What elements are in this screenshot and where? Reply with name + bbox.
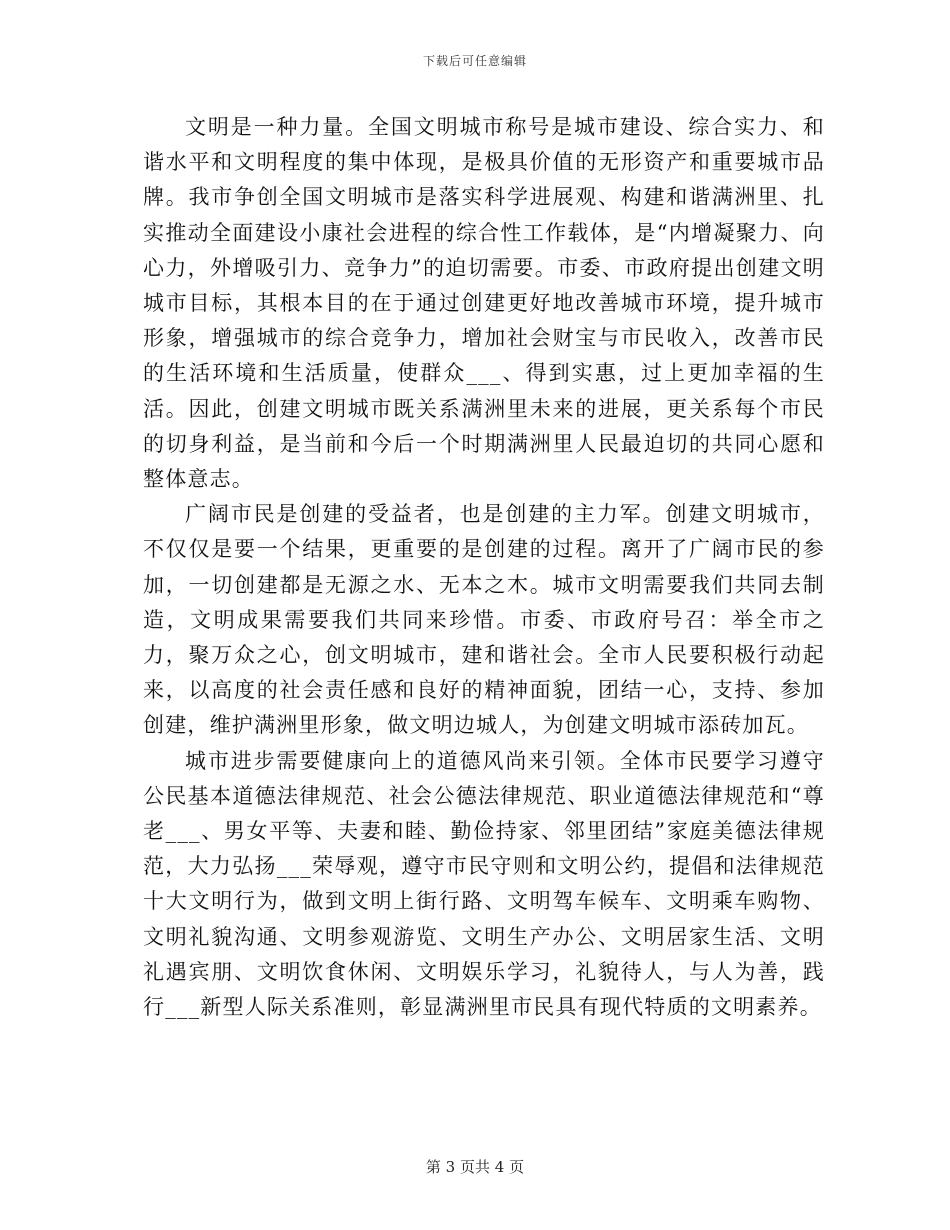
paragraph-2: 广阔市民是创建的受益者，也是创建的主力军。创建文明城市，不仅仅是要一个结果，更重要的是创建的过程。离开了广阔市民的参加，一切创建都是无源之水、无本之木。城市文明需要我们共同去制造，文明成果需要我们共同来珍惜。市委、市政府号召：举全市之力，聚万众之心，创文明城市，建和谐社会。全市人民要积极行动起来，以高度的社会责任感和良好的精神面貌，团结一心，支持、参加创建，维护满洲里形象，做文明边城人，为创建文明城市添砖加瓦。 <box>143 502 825 738</box>
body-text <box>143 110 825 1025</box>
page-footer: 第 3 页共 4 页 <box>425 1158 525 1176</box>
paragraph-3: 城市进步需要健康向上的道德风尚来引领。全体市民要学习遵守公民基本道德法律规范、社会公德法律规范、职业道德法律规范和“尊老___、男女平等、夫妻和睦、勤俭持家、邻里团结”家庭美德法律规范，大力弘扬___荣辱观，遵守市民守则和文明公约，提倡和法律规范十大文明行为，做到文明上街行路、文明驾车候车、文明乘车购物、文明礼貌沟通、文明参观游览、文明生产办公、文明居家生活、文明礼遇宾朋、文明饮食休闲、文明娱乐学习，礼貌待人，与人为善，践行___新型人际关系准则，彰显满洲里市民具有现代特质的文明素养。 <box>143 748 825 1020</box>
paragraph-1: 文明是一种力量。全国文明城市称号是城市建设、综合实力、和谐水平和文明程度的集中体现，是极具价值的无形资产和重要城市品牌。我市争创全国文明城市是落实科学进展观、构建和谐满洲里、扎实推动全面建设小康社会进程的综合性工作载体，是“内增凝聚力、向心力，外增吸引力、竞争力”的迫切需要。市委、市政府提出创建文明城市目标，其根本目的在于通过创建更好地改善城市环境，提升城市形象，增强城市的综合竞争力，增加社会财宝与市民收入，改善市民的生活环境和生活质量，使群众___、得到实惠，过上更加幸福的生活。因此，创建文明城市既关系满洲里未来的进展，更关系每个市民的切身利益，是当前和今后一个时期满洲里人民最迫切的共同心愿和整体意志。 <box>143 115 825 492</box>
page-header: 下载后可任意编辑 <box>422 54 527 68</box>
